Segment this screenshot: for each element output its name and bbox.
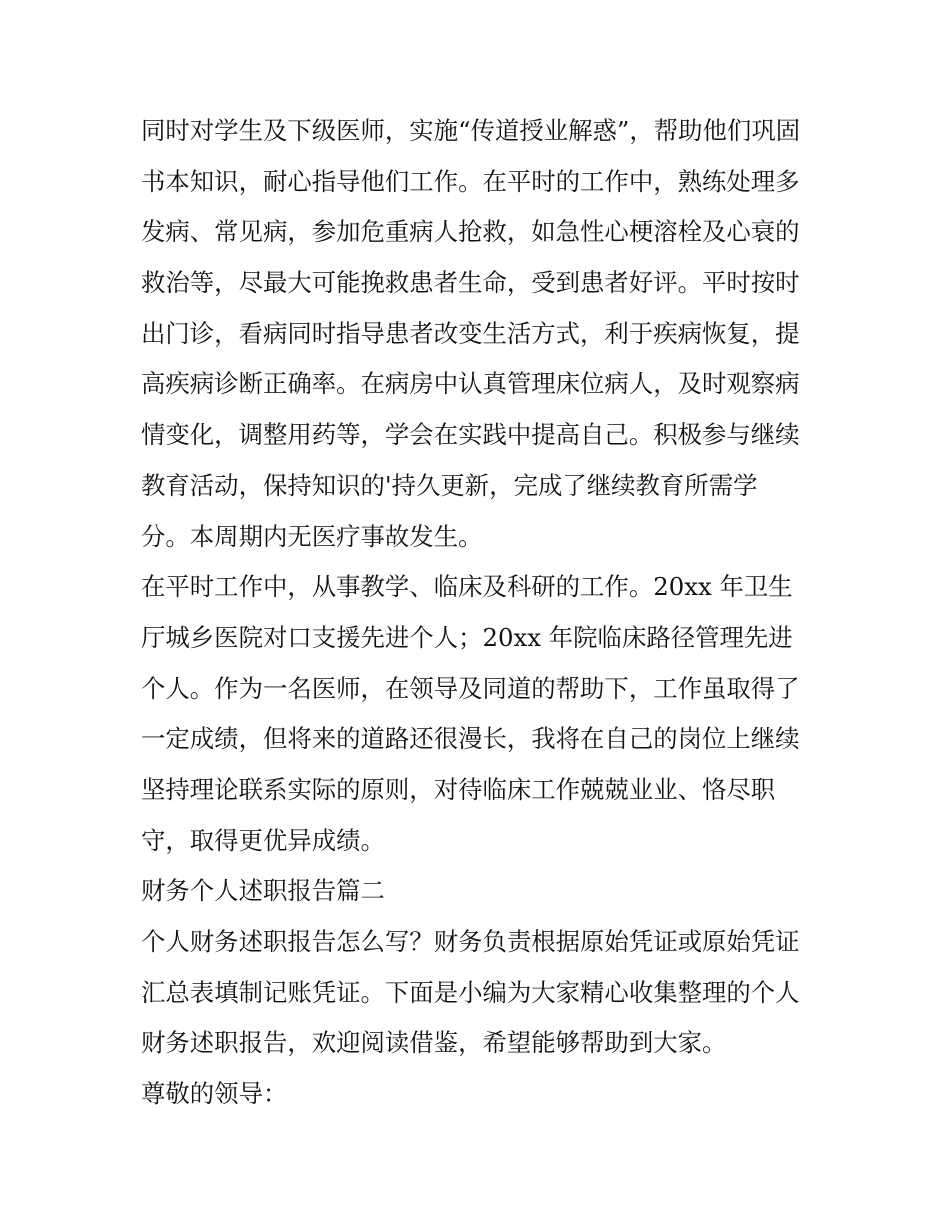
document-body (141, 106, 817, 1120)
text-line: 出门诊，看病同时指导患者改变生活方式，利于疾病恢复，提 (141, 318, 800, 348)
text-line: 发病、常见病，参加危重病人抢救，如急性心梗溶栓及心衰的 (141, 217, 800, 247)
text-line: 高疾病诊断正确率。在病房中认真管理床位病人，及时观察病 (141, 369, 800, 399)
text-line: 个人财务述职报告怎么写？财务负责根据原始凭证或原始凭证 (141, 927, 800, 956)
text-line: 厅城乡医院对口支援先进个人；20xx 年院临床路径管理先进 (141, 622, 793, 652)
text-line: 救治等，尽最大可能挽救患者生命，受到患者好评。平时按时 (141, 268, 800, 298)
section-heading: 财务个人述职报告篇二 (141, 876, 385, 906)
text-line: 分。本周期内无医疗事故发生。 (141, 521, 483, 551)
text-line: 在平时工作中，从事教学、临床及科研的工作。20xx 年卫生 (141, 572, 793, 602)
text-line: 坚持理论联系实际的原则，对待临床工作兢兢业业、恪尽职 (141, 774, 776, 804)
text-line: 情变化，调整用药等，学会在实践中提高自己。积极参与继续 (141, 420, 800, 450)
text-line: 个人。作为一名医师，在领导及同道的帮助下，工作虽取得了 (141, 673, 800, 703)
text-line: 教育活动，保持知识的'持久更新，完成了继续教育所需学 (141, 470, 758, 500)
text-line: 一定成绩，但将来的道路还很漫长，我将在自己的岗位上继续 (141, 724, 800, 754)
text-line: 财务述职报告，欢迎阅读借鉴，希望能够帮助到大家。 (141, 1028, 727, 1058)
text-line: 书本知识，耐心指导他们工作。在平时的工作中，熟练处理多 (141, 166, 800, 196)
text-line: 汇总表填制记账凭证。下面是小编为大家精心收集整理的个人 (141, 977, 800, 1007)
text-line: 守，取得更优异成绩。 (141, 825, 385, 855)
salutation-line: 尊敬的领导： (141, 1079, 288, 1109)
text-line: 同时对学生及下级医师，实施“传道授业解惑”，帮助他们巩固 (141, 116, 801, 145)
